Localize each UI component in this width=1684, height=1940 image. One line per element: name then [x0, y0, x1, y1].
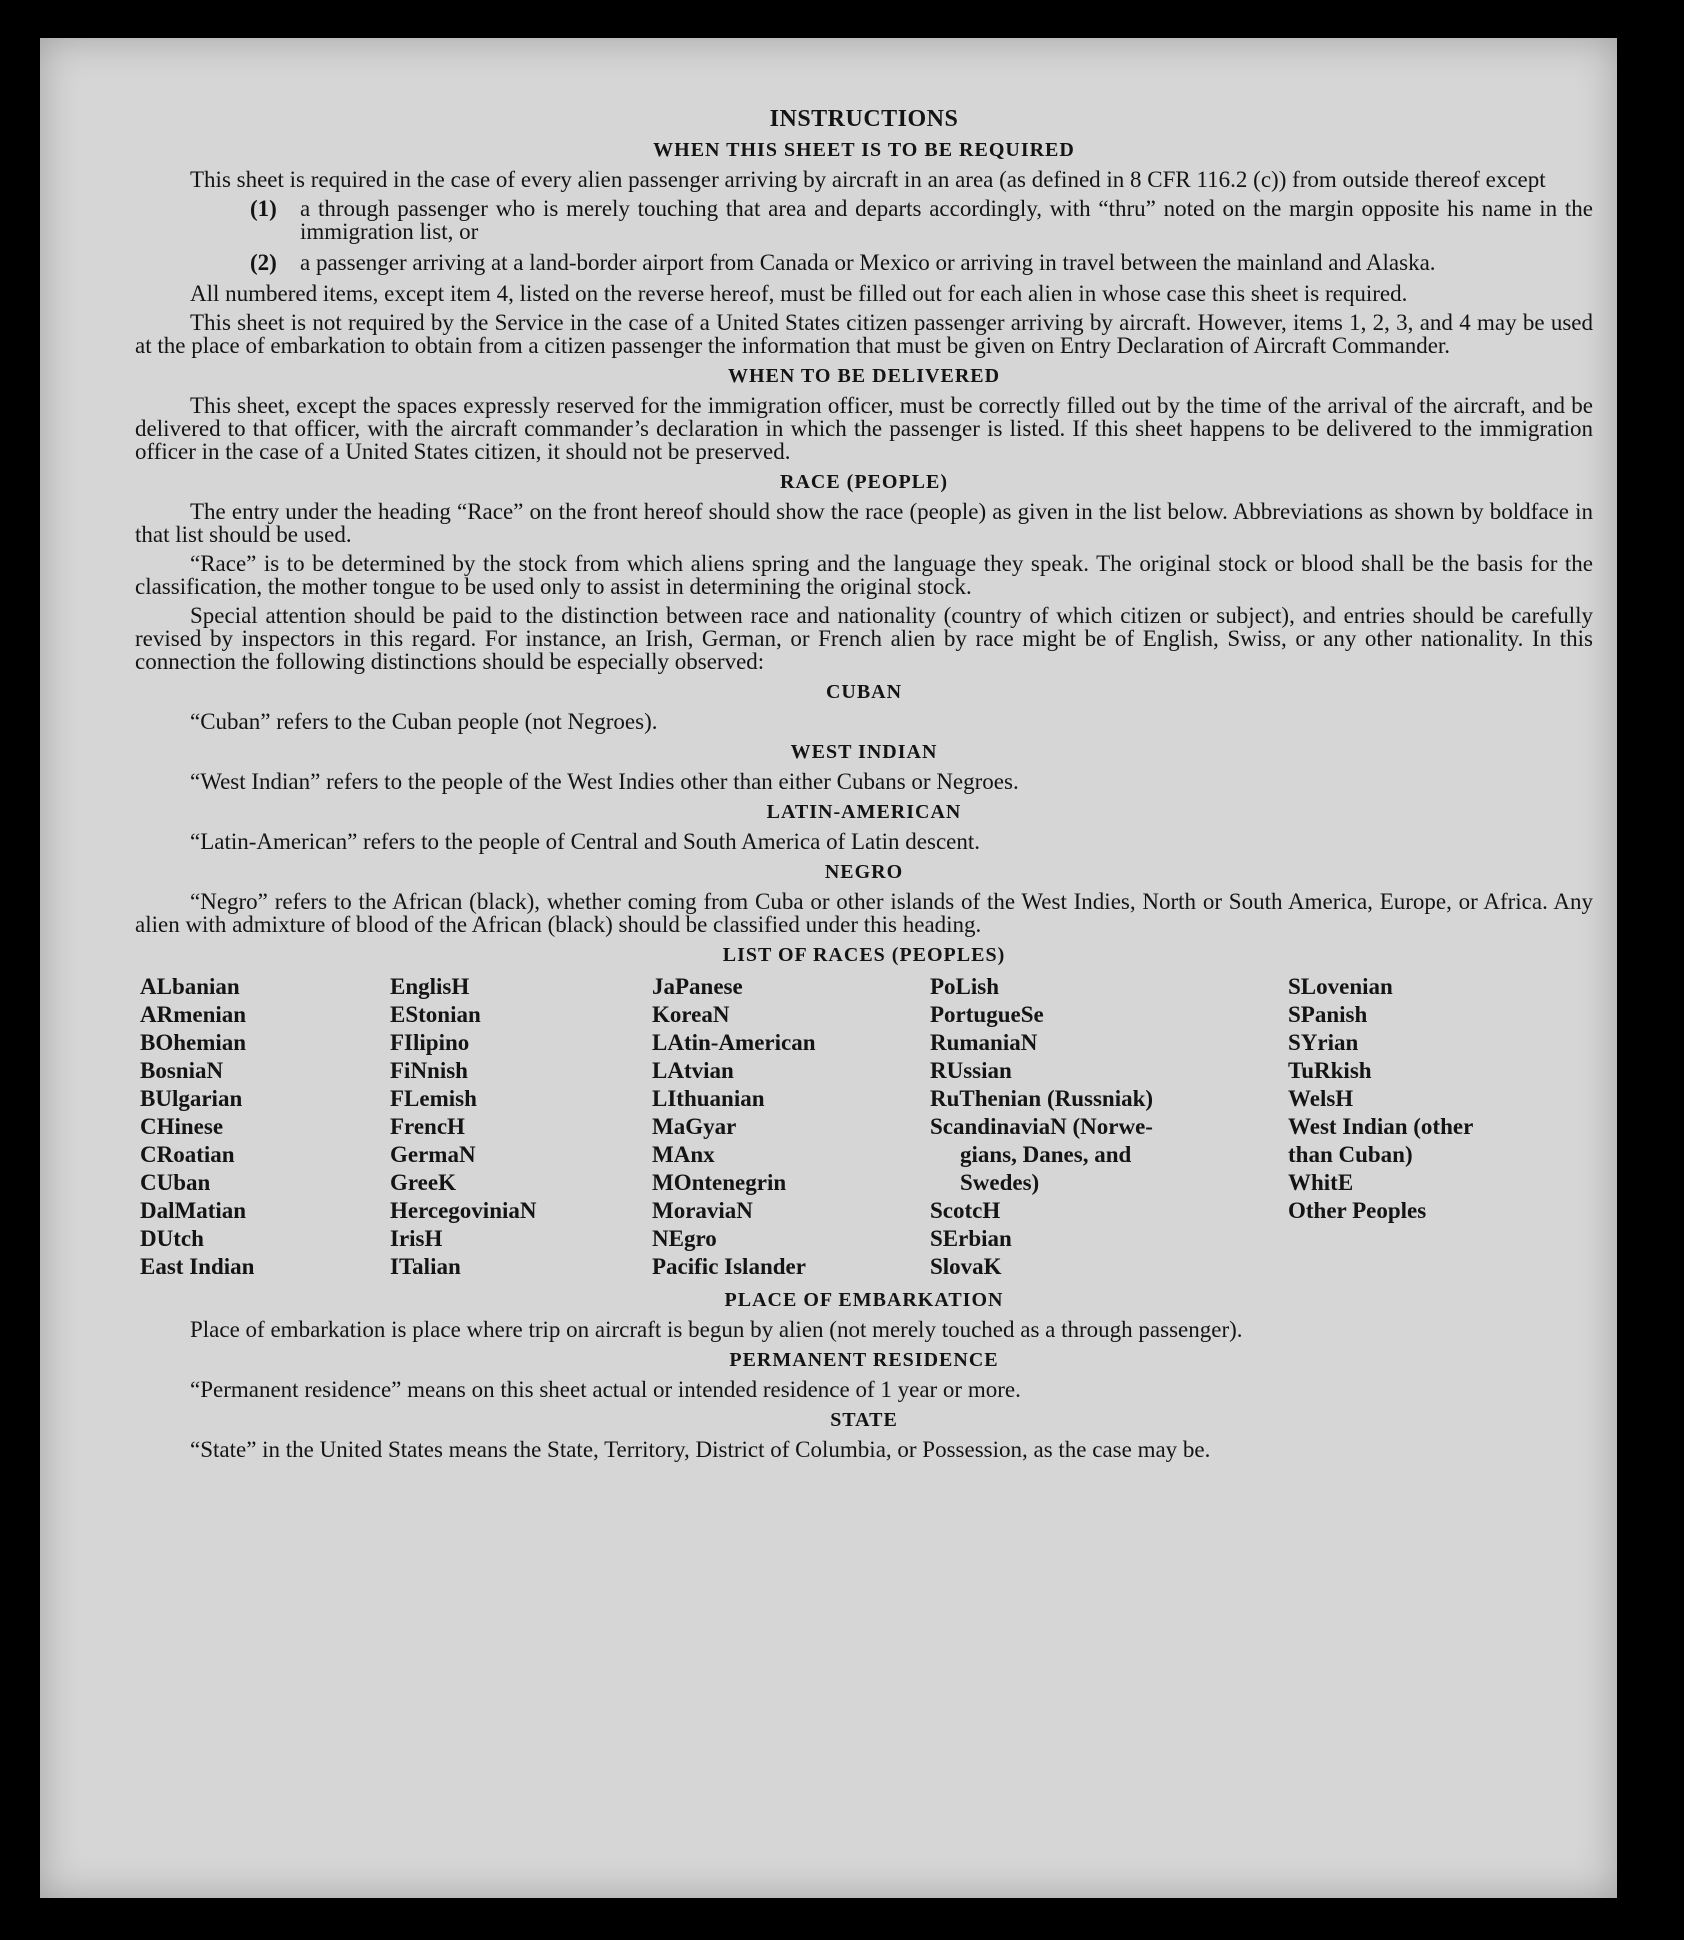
race-item: SlovaK	[930, 1254, 1002, 1279]
heading-latin-american: LATIN-AMERICAN	[766, 801, 962, 823]
page-title: INSTRUCTIONS	[769, 106, 959, 132]
races-column-3	[652, 973, 930, 1281]
race-item: GermaN	[390, 1142, 476, 1167]
race-item-continued: than Cuban)	[1288, 1142, 1413, 1167]
race-item: East Indian	[140, 1254, 255, 1279]
races-column-2	[390, 973, 652, 1281]
race-item: TuRkish	[1288, 1058, 1372, 1083]
heading-when-required: WHEN THIS SHEET IS TO BE REQUIRED	[653, 139, 1075, 161]
races-column-1	[140, 973, 390, 1281]
race-item: RumaniaN	[930, 1030, 1038, 1055]
race-item: LAtin-American	[652, 1030, 816, 1055]
when-delivered-paragraph: This sheet, except the spaces expressly reserved for the immigration officer, must be correctly filled out by the time of the arrival of the aircraft, and be delivered to that officer, with the aircraft commander’s declaration in which the passenger is listed. If this sheet happens to be delivered to the immigration officer in the case of a United States citizen, it should not be preserved.	[135, 393, 1593, 464]
race-item: BUlgarian	[140, 1086, 243, 1111]
race-item: IrisH	[390, 1226, 443, 1251]
race-item: MoraviaN	[652, 1198, 753, 1223]
race-item: FiNnish	[390, 1058, 468, 1083]
race-item: KoreaN	[652, 1002, 730, 1027]
document-sheet	[40, 38, 1617, 1898]
heading-when-delivered: WHEN TO BE DELIVERED	[727, 365, 1001, 387]
races-list	[140, 973, 1593, 1281]
exception-item-2	[250, 251, 1593, 274]
race-item: RUssian	[930, 1058, 1012, 1083]
cuban-note: “Cuban” refers to the Cuban people (not Negroes).	[190, 709, 658, 734]
heading-race: RACE (PEOPLE)	[780, 471, 948, 493]
exception-item-number: (2)	[250, 250, 277, 275]
heading-state: STATE	[830, 1409, 898, 1431]
race-item: Pacific Islander	[652, 1254, 806, 1279]
race-item: SErbian	[930, 1226, 1012, 1251]
race-item: RuThenian (Russniak)	[930, 1086, 1154, 1111]
race-item: CRoatian	[140, 1142, 235, 1167]
race-item: HercegoviniaN	[390, 1198, 537, 1223]
race-item: DalMatian	[140, 1198, 247, 1223]
race-item: MAnx	[652, 1142, 715, 1167]
instructions-content	[135, 108, 1593, 1467]
race-item: NEgro	[652, 1226, 717, 1251]
exception-item-number: (1)	[250, 196, 277, 221]
race-item: SLovenian	[1288, 974, 1393, 999]
numbered-items-paragraph: All numbered items, except item 4, listed on the reverse hereof, must be filled out for each alien in whose case this sheet is required.	[190, 281, 1408, 306]
race-item: Other Peoples	[1288, 1198, 1427, 1223]
race-item: EStonian	[390, 1002, 481, 1027]
exception-item-text: a passenger arriving at a land-border airport from Canada or Mexico or arriving in travel between the mainland and Alaska.	[300, 250, 1436, 275]
race-item: SPanish	[1288, 1002, 1368, 1027]
race-paragraph-2: “Race” is to be determined by the stock from which aliens spring and the language they speak. The original stock or blood shall be the basis for the classification, the mother tongue to be used only to assist in determining the original stock.	[135, 551, 1593, 599]
heading-cuban: CUBAN	[825, 681, 903, 703]
residence-paragraph: “Permanent residence” means on this sheet actual or intended residence of 1 year or more.	[190, 1377, 1021, 1402]
race-item: LAtvian	[652, 1058, 734, 1083]
race-item-continued: gians, Danes, and	[960, 1142, 1132, 1167]
race-item: JaPanese	[652, 974, 743, 999]
heading-permanent-residence: PERMANENT RESIDENCE	[729, 1349, 999, 1371]
race-item-continued: Swedes)	[960, 1170, 1040, 1195]
heading-list-of-races: LIST OF RACES (PEOPLES)	[722, 944, 1006, 966]
when-required-intro: This sheet is required in the case of every alien passenger arriving by aircraft in an area (as defined in 8 CFR 116.2 (c)) from outside thereof except	[190, 167, 1546, 192]
race-item: ScandinaviaN (Norwe-	[930, 1114, 1153, 1139]
race-item: DUtch	[140, 1226, 204, 1251]
citizen-paragraph: This sheet is not required by the Service in the case of a United States citizen passenger arriving by aircraft. However, items 1, 2, 3, and 4 may be used at the place of embarkation to obtain from a citizen passenger the information that must be given on Entry Declaration of Aircraft Commander.	[135, 310, 1593, 358]
race-item: PoLish	[930, 974, 1000, 999]
exception-item-1	[250, 197, 1593, 243]
race-item: ScotcH	[930, 1198, 1001, 1223]
race-item: WelsH	[1288, 1086, 1354, 1111]
race-item: ALbanian	[140, 974, 240, 999]
race-item: BOhemian	[140, 1030, 247, 1055]
race-item: CHinese	[140, 1114, 224, 1139]
race-item: West Indian (other	[1288, 1114, 1474, 1139]
race-item: ARmenian	[140, 1002, 247, 1027]
race-item: WhitE	[1288, 1170, 1354, 1195]
races-column-4	[930, 973, 1288, 1281]
embarkation-paragraph: Place of embarkation is place where trip on aircraft is begun by alien (not merely touched as a through passenger).	[190, 1317, 1243, 1342]
race-item: MOntenegrin	[652, 1170, 787, 1195]
heading-negro: NEGRO	[824, 861, 904, 883]
races-column-5	[1288, 973, 1548, 1281]
race-item: PortugueSe	[930, 1002, 1044, 1027]
race-item: BosniaN	[140, 1058, 224, 1083]
race-item: ITalian	[390, 1254, 461, 1279]
race-item: LIthuanian	[652, 1086, 765, 1111]
race-item: SYrian	[1288, 1030, 1359, 1055]
heading-west-indian: WEST INDIAN	[790, 741, 938, 763]
state-paragraph: “State” in the United States means the State, Territory, District of Columbia, or Possession, as the case may be.	[190, 1437, 1211, 1462]
race-item: CUban	[140, 1170, 211, 1195]
heading-embarkation: PLACE OF EMBARKATION	[724, 1289, 1004, 1311]
race-item: FrencH	[390, 1114, 465, 1139]
race-item: MaGyar	[652, 1114, 737, 1139]
negro-paragraph: “Negro” refers to the African (black), whether coming from Cuba or other islands of the West Indies, North or South America, Europe, or Africa. Any alien with admixture of blood of the African (black) should be classified under this heading.	[135, 889, 1593, 937]
latin-american-note: “Latin-American” refers to the people of Central and South America of Latin descent.	[190, 829, 980, 854]
west-indian-note: “West Indian” refers to the people of the West Indies other than either Cubans or Negroes.	[190, 769, 1019, 794]
race-item: FLemish	[390, 1086, 477, 1111]
race-item: EnglisH	[390, 974, 470, 999]
race-item: GreeK	[390, 1170, 456, 1195]
race-item: FIlipino	[390, 1030, 470, 1055]
race-paragraph-1: The entry under the heading “Race” on the front hereof should show the race (people) as given in the list below. Abbreviations as shown by boldface in that list should be used.	[135, 499, 1593, 547]
race-paragraph-3: Special attention should be paid to the distinction between race and nationality (country of which citizen or subject), and entries should be carefully revised by inspectors in this regard. For instance, an Irish, German, or French alien by race might be of English, Swiss, or any other nationality. In this connection the following distinctions should be especially observed:	[135, 603, 1593, 674]
exception-item-text: a through passenger who is merely touching that area and departs accordingly, with “thru” noted on the margin opposite his name in the immigration list, or	[300, 196, 1593, 244]
